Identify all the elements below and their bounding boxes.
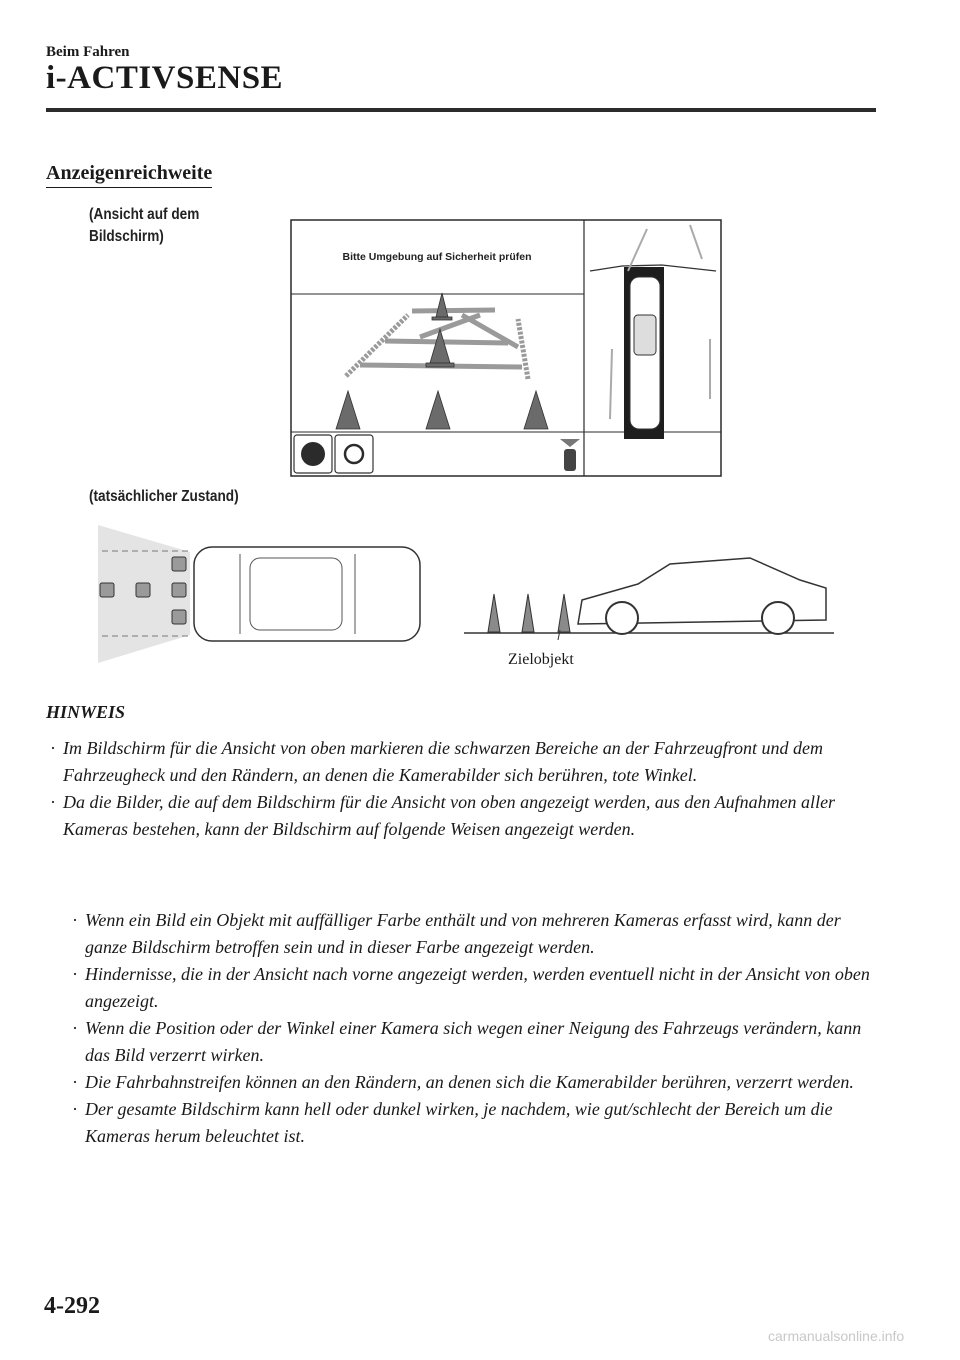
note-subitem-text: Hindernisse, die in der Ansicht nach vorne angezeigt werden, werden eventuell nicht in der Ansicht von oben angezeigt. [85,964,870,1011]
note-subitem [68,907,876,961]
header-divider [46,108,876,112]
camera-screen-illustration [290,219,722,477]
figure-caption-target: Zielobjekt [508,651,574,668]
note-item-text: Im Bildschirm für die Ansicht von oben markieren die schwarzen Bereiche an der Fahrzeugfront und dem Fahrzeugheck und den Rändern, an denen die Kamerabilder sich berühren, tote Winkel. [63,738,824,785]
note-subitem [68,961,876,1015]
figure-label-top-view: (Ansicht auf dem Bildschirm) [89,206,200,245]
figure-label-actual: (tatsächlicher Zustand) [89,488,239,505]
note-sublist [68,907,876,1150]
bullet-dot: · [72,1072,78,1092]
note-subitem-text: Der gesamte Bildschirm kann hell oder dunkel wirken, je nachdem, wie gut/schlecht der Bereich um die Kameras herum beleuchtet ist. [85,1099,833,1146]
watermark: carmanualsonline.info [768,1328,905,1344]
side-view-illustration [460,540,840,640]
note-subitem-text: Wenn ein Bild ein Objekt mit auffälliger Farbe enthält und von mehreren Kameras erfasst wird, kann der ganze Bildschirm betroffen sein und in dieser Farbe angezeigt werden. [85,910,841,957]
note-subitem [68,1096,876,1150]
bullet-dot: · [72,1099,78,1119]
note-item [46,735,876,789]
note-list [46,735,876,843]
note-item-text: Da die Bilder, die auf dem Bildschirm für die Ansicht von oben angezeigt werden, aus den Aufnahmen aller Kameras bestehen, kann der Bildschirm auf folgende Weisen angezeigt werden. [63,792,836,839]
bullet-dot: · [50,738,56,758]
header-section-label: Beim Fahren [46,44,130,60]
section-title: Anzeigenreichweite [46,162,212,188]
actual-state-top-view [90,520,430,670]
note-item [46,789,876,843]
note-heading: HINWEIS [46,702,126,722]
note-subitem [68,1015,876,1069]
header-title: i-ACTIVSENSE [46,60,284,96]
bullet-dot: · [72,1018,78,1038]
note-subitem-text: Wenn die Position oder der Winkel einer Kamera sich wegen einer Neigung des Fahrzeugs verändern, kann das Bild verzerrt wirken. [85,1018,862,1065]
note-subitem-text: Die Fahrbahnstreifen können an den Rändern, an denen sich die Kamerabilder berühren, verzerrt werden. [85,1072,854,1092]
bullet-dot: · [50,792,56,812]
bullet-dot: · [72,964,78,984]
note-subitem [68,1069,876,1096]
bullet-dot: · [72,910,78,930]
page-number: 4-292 [44,1293,100,1319]
screen-warning-message: Bitte Umgebung auf Sicherheit prüfen [342,251,532,263]
